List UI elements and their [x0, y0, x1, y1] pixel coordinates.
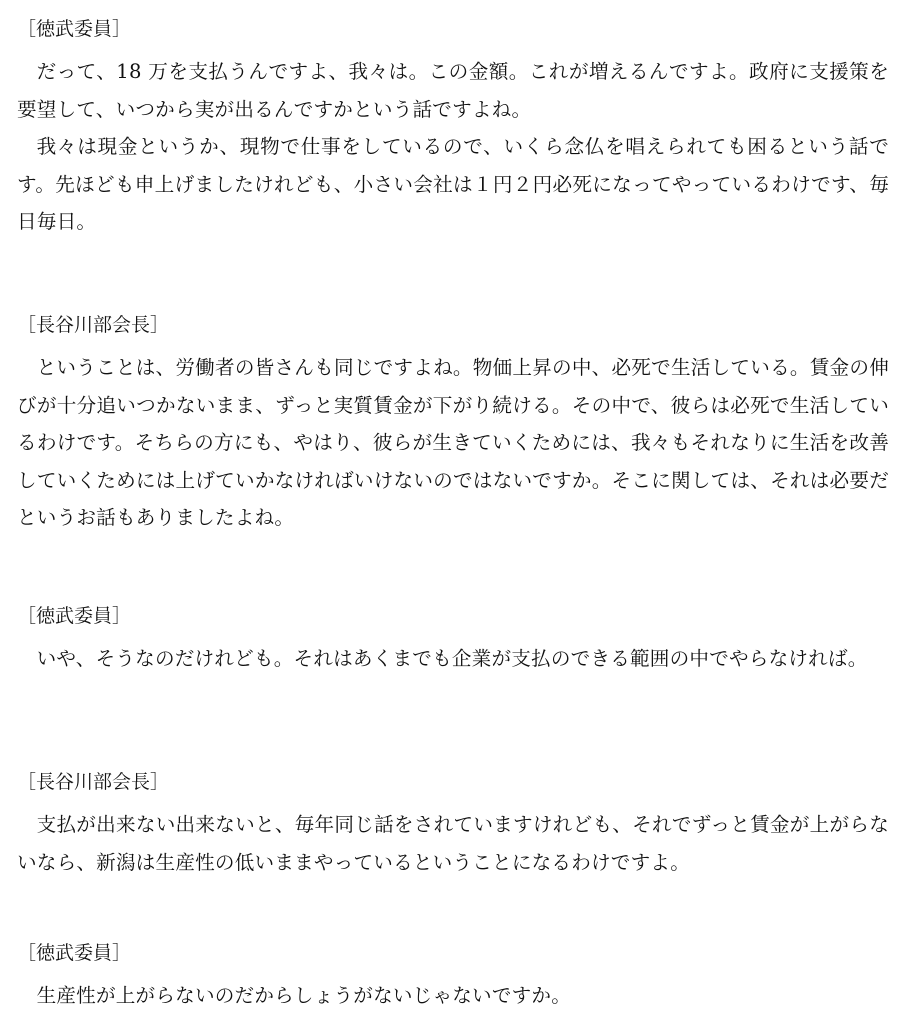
speaker-label: ［長谷川部会長］ [17, 314, 170, 336]
transcript-section [17, 941, 889, 1015]
transcript-section [17, 17, 889, 241]
speech-paragraph: いや、そうなのだけれども。それはあくまでも企業が支払のできる範囲の中でやらなければ。 [36, 647, 868, 670]
transcript-section [17, 770, 889, 881]
speaker-label: ［徳武委員］ [17, 18, 132, 40]
speaker-label: ［徳武委員］ [17, 942, 132, 964]
speech-paragraph: 支払が出来ない出来ないと、毎年同じ話をされていますけれども、それでずっと賃金が上がらないなら、新潟は生産性の低いままやっているということになるわけですよ。 [17, 813, 889, 874]
speaker-label: ［長谷川部会長］ [17, 771, 170, 793]
transcript-section [17, 313, 889, 537]
speech-paragraph: 我々は現金というか、現物で仕事をしているので、いくら念仏を唱えられても困るという話です。先ほども申上げましたけれども、小さい会社は１円２円必死になってやっているわけです、毎日毎日。 [17, 135, 889, 233]
transcript-section [17, 604, 889, 678]
speech-paragraph: 生産性が上がらないのだからしょうがないじゃないですか。 [36, 984, 572, 1007]
speaker-label: ［徳武委員］ [17, 605, 132, 627]
speech-paragraph: ということは、労働者の皆さんも同じですよね。物価上昇の中、必死で生活している。賃金の伸びが十分追いつかないまま、ずっと実質賃金が下がり続ける。その中で、彼らは必死で生活しているわけです。そちらの方にも、やはり、彼らが生きていくためには、我々もそれなりに生活を改善していくためには上げていかなければいけないのではないですか。そこに関しては、それは必要だというお話もありましたよね。 [17, 356, 889, 529]
speech-paragraph: だって、18 万を支払うんですよ、我々は。この金額。これが増えるんですよ。政府に支援策を要望して、いつから実が出るんですかという話ですよね。 [17, 60, 889, 121]
